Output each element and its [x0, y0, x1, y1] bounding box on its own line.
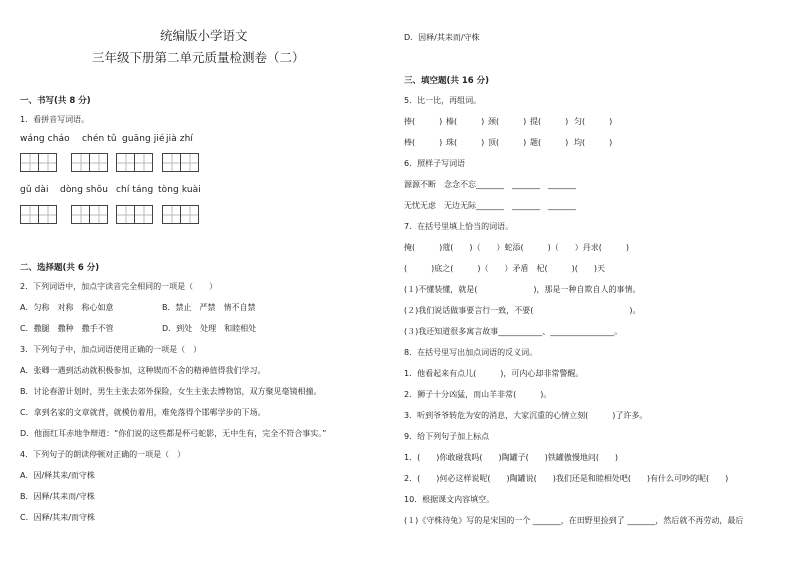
q5-text: 5．比一比，再组词。	[404, 96, 482, 105]
q3-option-b[interactable]: B．讨论春游计划时，男生主张去郊外探险，女生主张去博物馆，双方聚见毫镜相撞。	[20, 387, 322, 396]
q8-text: 8．在括号里写出加点词语的反义词。	[404, 348, 538, 357]
q10-text: 10．根据课文内容填空。	[404, 495, 495, 504]
q8-sub-2[interactable]: 2．狮子十分凶猛，而山羊非常( )。	[404, 390, 552, 399]
q8-sub-1[interactable]: 1．他看起来有点儿( )，可内心却非常警醒。	[404, 369, 584, 378]
q2-option-b[interactable]: B．禁止 严禁 情不自禁	[162, 303, 256, 312]
q2-option-d[interactable]: D．到处 处理 和睦相处	[162, 324, 257, 333]
title-line-2: 三年级下册第二单元质量检测卷（二）	[92, 50, 305, 65]
q9-sub-2[interactable]: 2．( )何必这样说呢( )陶罐说( )我们还是和睦相处吧( )有什么可吵的呢( )	[404, 474, 729, 483]
writing-grid[interactable]	[20, 205, 56, 224]
pinyin-5: gǔ dài	[20, 185, 49, 195]
pinyin-2: chén tǔ	[82, 134, 117, 144]
writing-grid[interactable]	[20, 153, 56, 172]
q7-row-2[interactable]: ( )底之( )（ ）矛盾 杞( )( )天	[404, 264, 605, 273]
writing-grid[interactable]	[162, 153, 198, 172]
q1-text: 1．看拼音写词语。	[20, 115, 90, 124]
q6-text: 6．照样子写词语	[404, 159, 466, 168]
q2-option-a[interactable]: A．匀称 对称 称心如意	[20, 303, 114, 312]
writing-grid[interactable]	[71, 153, 107, 172]
title-line-1: 统编版小学语文	[160, 28, 248, 43]
writing-grid[interactable]	[71, 205, 107, 224]
q3-option-d[interactable]: D．他面红耳赤地争辩道：“你们说的这些都是杯弓蛇影，无中生有，完全不符合事实。”	[20, 429, 327, 438]
pinyin-4: jià zhí	[166, 134, 194, 144]
pinyin-3: guāng jié	[122, 134, 165, 144]
q9-text: 9．给下列句子加上标点	[404, 432, 490, 441]
q4-option-c[interactable]: C．因释/其耒/而守株	[20, 513, 95, 522]
q5-item[interactable]: 顶( )	[488, 138, 527, 147]
q4-option-a[interactable]: A．因/释其耒/而守株	[20, 471, 95, 480]
q9-sub-1[interactable]: 1．( )你敢碰我吗( )陶罐子( )铁罐傲慢地问( )	[404, 453, 619, 462]
q5-item[interactable]: 榛( )	[446, 117, 485, 126]
q7-row-1[interactable]: 掩( )蔻( )（ ）蛇添( )（ ）丹求( )	[404, 243, 629, 252]
q2-text: 2．下列词语中，加点字读音完全相同的一项是（ ）	[20, 282, 218, 291]
q5-item[interactable]: 均( )	[574, 138, 613, 147]
pinyin-7: chí táng	[116, 185, 154, 195]
q8-sub-3[interactable]: 3．听到爷爷转危为安的消息，大家沉重的心情立刻( )了许多。	[404, 411, 648, 420]
q3-option-c[interactable]: C．拿到名家的文章就背，就模仿着用，难免落得个邯郸学步的下场。	[20, 408, 266, 417]
q3-option-a[interactable]: A．张卿一遇到活动就积极参加，这种锲而不舍的精神值得我们学习。	[20, 366, 266, 375]
q4-option-d[interactable]: D．因释/其耒而/守株	[404, 33, 480, 42]
q6-row-1[interactable]: 源源不断 念念不忘_______ _______ _______	[404, 180, 576, 189]
q2-option-c[interactable]: C．撒腿 撒种 撒手不管	[20, 324, 114, 333]
q5-item[interactable]: 捧( )	[404, 117, 443, 126]
pinyin-8: tòng kuài	[158, 185, 201, 195]
q7-sub-2[interactable]: (２)我们说话做事要言行一致，不要( )。	[404, 306, 641, 315]
pinyin-6: dòng shǒu	[60, 185, 109, 195]
q7-sub-3[interactable]: (３)我还知道很多寓言故事___________、________________。	[404, 327, 623, 336]
q3-text: 3．下列句子中，加点词语使用正确的一项是（ ）	[20, 345, 202, 354]
q5-item[interactable]: 棒( )	[404, 138, 443, 147]
writing-grid[interactable]	[116, 153, 152, 172]
writing-grid[interactable]	[162, 205, 198, 224]
q6-row-2[interactable]: 无忧无虑 无边无际_______ _______ _______	[404, 201, 576, 210]
section-2-heading: 二、选择题(共 6 分)	[20, 263, 100, 273]
section-1-heading: 一、书写(共 8 分)	[20, 96, 91, 106]
q5-item[interactable]: 题( )	[530, 138, 569, 147]
q5-item[interactable]: 匀( )	[574, 117, 613, 126]
q10-sub-1[interactable]: (１)《守株待兔》写的是宋国的一个 _______，在田野里捡到了 _______，然后就不再劳动，最后	[404, 516, 744, 525]
q5-item[interactable]: 颈( )	[488, 117, 527, 126]
q7-sub-1[interactable]: (１)不懂装懂，就是( )，那是一种自欺自人的事情。	[404, 285, 641, 294]
q7-text: 7．在括号里填上恰当的词语。	[404, 222, 514, 231]
q5-item[interactable]: 珠( )	[446, 138, 485, 147]
pinyin-1: wáng cháo	[20, 134, 70, 144]
q4-option-b[interactable]: B．因释/其耒而/守株	[20, 492, 95, 501]
section-3-heading: 三、填空题(共 16 分)	[404, 76, 490, 86]
q5-item[interactable]: 提( )	[530, 117, 569, 126]
q4-text: 4．下列句子的朗读停顿对正确的一项是（ ）	[20, 450, 186, 459]
writing-grid[interactable]	[116, 205, 152, 224]
